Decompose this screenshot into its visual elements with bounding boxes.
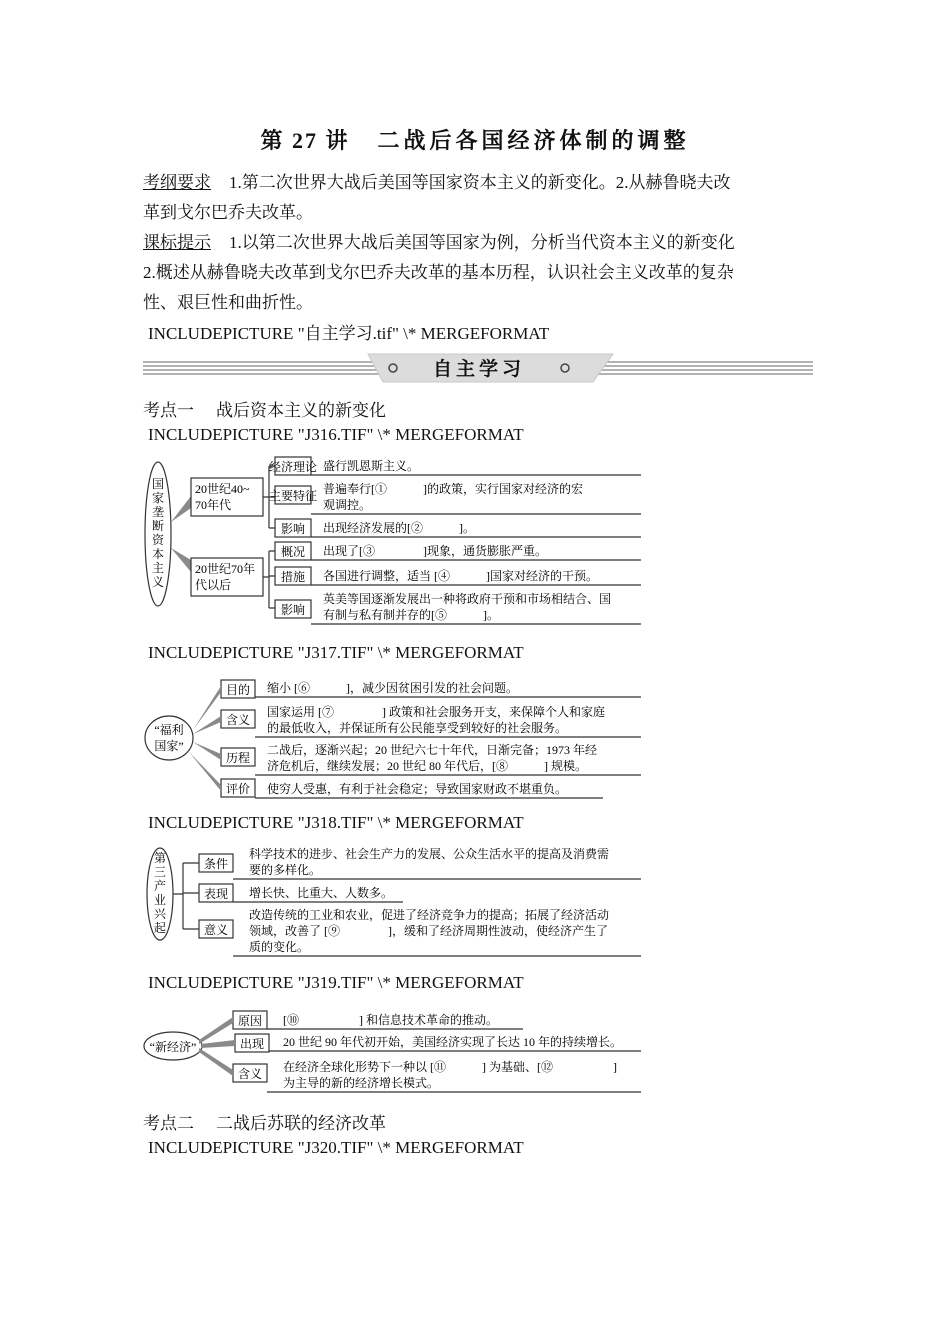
tag-label: 主要特征: [268, 489, 318, 503]
requirements-line1: 考纲要求 1.第二次世界大战后美国等国家资本主义的新变化。2.从赫鲁晓夫改: [143, 173, 731, 192]
item-text: 有制与私有制并存的[⑤ ]。: [323, 608, 499, 622]
diagram-welfare-state: [143, 672, 643, 802]
kaodian-2-heading: 考点二 二战后苏联的经济改革: [143, 1114, 386, 1133]
item-text: 领域，改善了 [⑨ ]，缓和了经济周期性波动，使经济产生了: [249, 924, 608, 938]
connector-wedge: [193, 716, 221, 734]
connector-wedge: [199, 1017, 233, 1044]
lecture-topic: 二战后各国经济体制的调整: [377, 128, 690, 153]
tag-label: 历程: [225, 751, 251, 765]
root-char: 国: [151, 477, 165, 491]
lecture-number: 第 27 讲: [260, 128, 350, 153]
root-char: 主: [151, 561, 165, 575]
section-banner: [143, 352, 813, 384]
diagram2-root-label: “福利: [154, 723, 184, 737]
root-char: 起: [153, 921, 167, 935]
root-char: 第: [153, 851, 167, 865]
curriculum-label: 课标提示: [143, 233, 211, 252]
item-text: 济危机后，继续发展；20 世纪 80 年代后，[⑧ ] 规模。: [267, 759, 587, 773]
item-text: 英美等国逐渐发展出一种将政府干预和市场相结合、国: [323, 592, 612, 606]
svg-text:70年代: 70年代: [195, 498, 232, 512]
item-text: 出现了[③ ]现象，通货膨胀严重。: [323, 544, 547, 558]
connector-wedge: [189, 752, 221, 791]
requirements-line2: 革到戈尔巴乔夫改革。: [143, 203, 313, 222]
item-text: 质的变化。: [249, 940, 310, 954]
diagram3-tags: [173, 846, 641, 956]
connector-bracket: [173, 863, 199, 929]
banner-label: 自主学习: [432, 359, 526, 380]
diagram1-connector-bottom: [171, 548, 191, 572]
item-text: 的最低收入，并保证所有公民能享受到较好的社会服务。: [267, 721, 568, 735]
item-text: 20 世纪 90 年代初开始，美国经济实现了长达 10 年的持续增长。: [283, 1035, 623, 1049]
tag-label: 含义: [225, 713, 251, 727]
item-text: 科学技术的进步、社会生产力的发展、公众生活水平的提高及消费需: [249, 847, 610, 861]
item-text: 二战后，逐渐兴起；20 世纪六七十年代，日渐完备；1973 年经: [267, 743, 598, 757]
kaodian-1-heading: 考点一 战后资本主义的新变化: [143, 401, 386, 420]
diagram1-bracket2: [263, 551, 275, 608]
item-text: 要的多样化。: [249, 863, 322, 877]
connector-wedge: [199, 1048, 233, 1076]
banner-left-stripes: [143, 362, 383, 374]
tag-label: 影响: [280, 522, 306, 536]
diagram2-tags: [189, 680, 641, 798]
diagram1-tags: [269, 457, 641, 624]
tag-label: 评价: [225, 782, 251, 796]
item-text: 国家运用 [⑦ ] 政策和社会服务开支，来保障个人和家庭: [267, 705, 605, 719]
diagram4-tags: [199, 1011, 641, 1092]
tag-label: 条件: [203, 857, 229, 871]
diagram1-root-chars: [152, 477, 165, 589]
diagram-state-monopoly-capitalism: [143, 452, 643, 632]
item-text: 在经济全球化形势下一种以 [⑪ ] 为基础、[⑫ ]: [283, 1060, 617, 1074]
tag-label: 意义: [203, 923, 229, 937]
diagram-new-economy: [143, 1004, 643, 1100]
root-char: 垄: [151, 505, 165, 519]
root-char: 三: [153, 865, 167, 879]
item-text: 为主导的新的经济增长模式。: [283, 1076, 440, 1090]
include-field: INCLUDEPICTURE "J317.TIF" \* MERGEFORMAT: [148, 643, 524, 662]
diagram-tertiary-industry: [143, 842, 643, 962]
curriculum-line1: 课标提示 1.以第二次世界大战后美国等国家为例，分析当代资本主义的新变化: [143, 233, 735, 252]
item-text: 普遍奉行[① ]的政策，实行国家对经济的宏: [323, 482, 583, 496]
item-text: 观调控。: [323, 498, 372, 512]
root-char: 本: [151, 547, 165, 561]
item-text: 改造传统的工业和农业，促进了经济竞争力的提高；拓展了经济活动: [249, 908, 610, 922]
diagram1-period1-label: 20世纪40~: [195, 482, 250, 496]
item-text: 出现经济发展的[② ]。: [323, 521, 475, 535]
tag-label: 表现: [203, 887, 229, 901]
item-text: 缩小 [⑥ ]，减少因贫困引发的社会问题。: [267, 681, 518, 695]
item-text: 各国进行调整，适当 [④ ]国家对经济的干预。: [323, 569, 598, 583]
root-char: 断: [151, 519, 165, 533]
root-char: 资: [151, 533, 165, 547]
svg-text:代以后: 代以后: [195, 578, 232, 592]
item-text: 增长快、比重大、人数多。: [249, 886, 394, 900]
include-field: INCLUDEPICTURE "J316.TIF" \* MERGEFORMAT: [148, 425, 524, 444]
root-char: 产: [153, 879, 167, 893]
tag-label: 影响: [280, 603, 306, 617]
connector-wedge: [193, 742, 221, 760]
root-char: 业: [153, 893, 167, 907]
item-text: [⑩ ] 和信息技术革命的推动。: [283, 1013, 498, 1027]
diagram1-connector-top: [171, 496, 191, 522]
diagram1-period2-label: 20世纪70年: [195, 562, 256, 576]
root-char: 兴: [153, 907, 167, 921]
curriculum-line2: 2.概述从赫鲁晓夫改革到戈尔巴乔夫改革的基本历程，认识社会主义改革的复杂: [143, 263, 734, 282]
page-title: [0, 124, 950, 155]
tag-label: 原因: [237, 1014, 263, 1028]
tag-label: 经济理论: [268, 460, 318, 474]
connector-wedge: [201, 1040, 235, 1048]
item-text: 盛行凯恩斯主义。: [323, 459, 420, 473]
include-field: INCLUDEPICTURE "J318.TIF" \* MERGEFORMAT: [148, 813, 524, 832]
tag-label: 措施: [280, 570, 306, 584]
svg-text:国家”: 国家”: [154, 739, 184, 753]
banner-right-stripes: [598, 362, 813, 374]
diagram3-root-label: [154, 851, 167, 935]
tag-label: 概况: [280, 545, 306, 559]
include-field: INCLUDEPICTURE "J319.TIF" \* MERGEFORMAT: [148, 973, 524, 992]
tag-label: 含义: [237, 1067, 263, 1081]
diagram4-root-label: “新经济”: [149, 1040, 197, 1054]
root-char: 家: [151, 491, 165, 505]
item-text: 使穷人受惠，有利于社会稳定；导致国家财政不堪重负。: [267, 782, 568, 796]
include-field: INCLUDEPICTURE "J320.TIF" \* MERGEFORMAT: [148, 1138, 524, 1157]
tag-label: 出现: [239, 1037, 265, 1051]
tag-label: 目的: [225, 683, 251, 697]
include-field: INCLUDEPICTURE "自主学习.tif" \* MERGEFORMAT: [148, 324, 550, 343]
requirements-label: 考纲要求: [143, 173, 211, 192]
curriculum-line3: 性、艰巨性和曲折性。: [143, 293, 313, 312]
root-char: 义: [151, 575, 165, 589]
